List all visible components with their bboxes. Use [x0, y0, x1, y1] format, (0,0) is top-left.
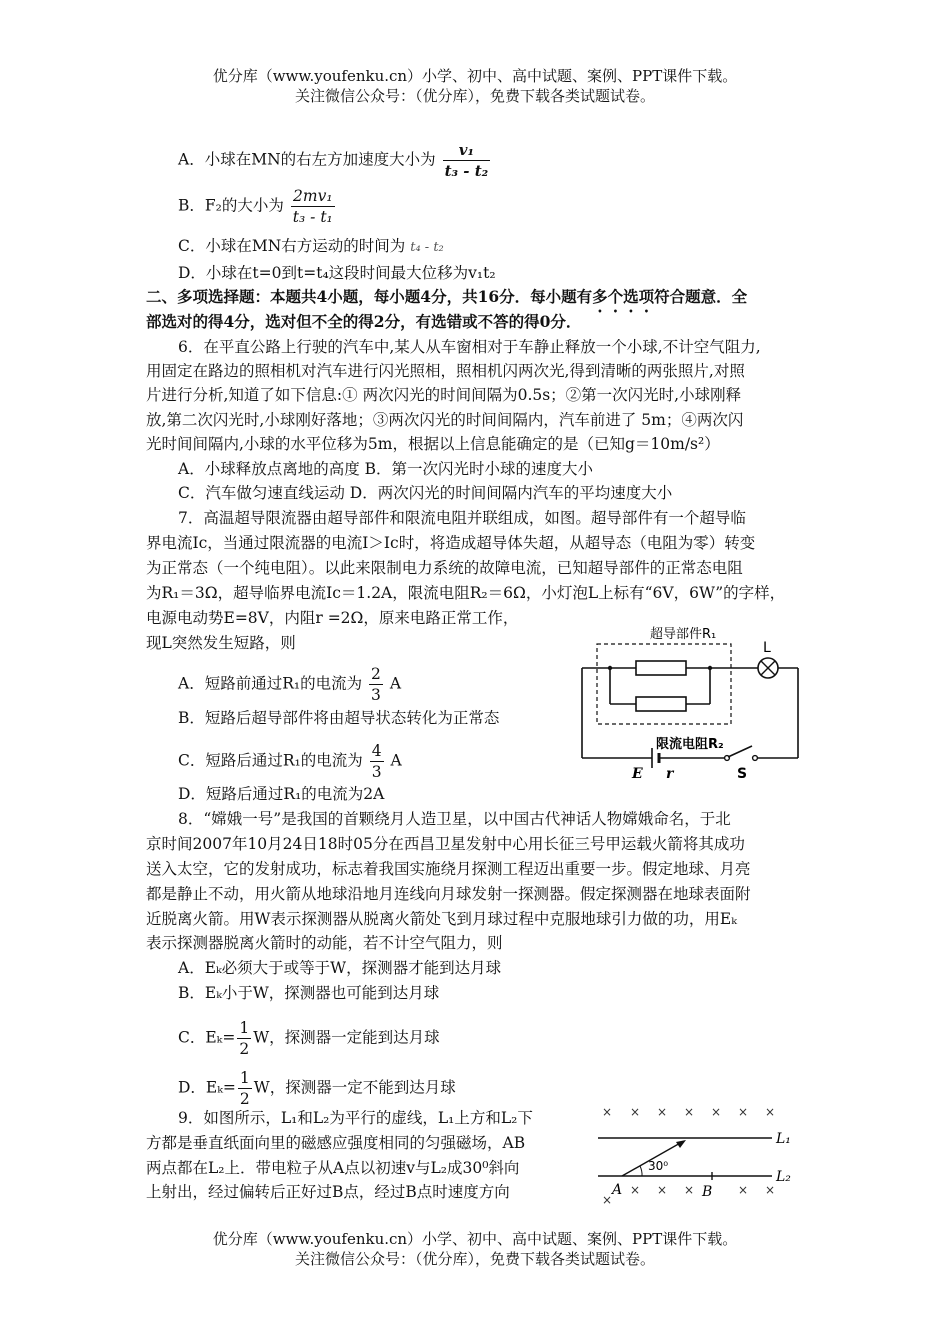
cross-mark: ×	[738, 1105, 749, 1119]
lamp-label: L	[763, 640, 771, 656]
q8-option-c	[178, 1018, 440, 1059]
q8-option-d-num: 1	[239, 1069, 250, 1087]
switch-label: S	[737, 766, 748, 780]
cross-mark: ×	[684, 1183, 695, 1197]
q8-option-d-den: 2	[239, 1090, 250, 1108]
q9-line-4: 上射出，经过偏转后正好过B点，经过B点时速度方向	[146, 1183, 510, 1201]
q6-line-4: 放,第二次闪光时,小球刚好落地；③两次闪光的时间间隔内，汽车前进了 5m；④两次闪	[146, 411, 744, 429]
q7-option-a-num: 2	[371, 665, 381, 683]
section2-line-1a: 二、多项选择题：本题共4小题，每小题4分，共16分．每小题有	[146, 287, 593, 306]
q6-options-cd: C．汽车做匀速直线运动 D．两次闪光的时间间隔内汽车的平均速度大小	[178, 484, 673, 502]
q8-option-c-num: 1	[239, 1019, 250, 1037]
limiter-label: 限流电阻R₂	[656, 737, 724, 752]
q5-option-c-expr: t₄ - t₂	[410, 240, 444, 255]
q9-magnetic-field-figure	[590, 1100, 810, 1210]
q5-option-d: D．小球在t=0到t=t₄这段时间最大位移为v₁t₂	[178, 264, 496, 282]
q9-line-3: 两点都在L₂上．带电粒子从A点以初速v与L₂成30⁰斜向	[146, 1159, 520, 1177]
q7-option-a-den: 3	[371, 686, 381, 704]
q5-option-a-num: v₁	[443, 140, 491, 161]
section2-line-1c: 符合题意．全	[654, 287, 748, 306]
q6-line-1: 6．在平直公路上行驶的汽车中,某人从车窗相对于车静止释放一个小球,不计空气阻力,	[178, 338, 761, 356]
footer-line-2: 关注微信公众号：（优分库），免费下载各类试题试卷。	[294, 1250, 655, 1268]
q7-option-a	[178, 664, 401, 705]
header-line-1: 优分库（www.youfenku.cn）小学、初中、高中试题、案例、PPT课件下载。	[212, 67, 738, 85]
lower-field-crosses	[602, 1183, 775, 1207]
q8-option-c-fraction	[237, 1018, 251, 1059]
internal-r-label: r	[666, 766, 674, 780]
q8-option-c-den: 2	[239, 1040, 250, 1058]
switch-contact	[753, 756, 758, 761]
q5-option-c-text: C．小球在MN右方运动的时间为	[178, 237, 406, 255]
superconductor-dashed-box	[597, 644, 731, 724]
resistor-top	[636, 661, 686, 675]
q7-option-a-unit: A	[389, 674, 402, 693]
q8-option-d-fraction	[238, 1068, 252, 1109]
cross-mark: ×	[738, 1183, 749, 1197]
q8-option-a: A．Eₖ必须大于或等于W，探测器才能到达月球	[178, 959, 502, 977]
q7-option-c-den: 3	[371, 763, 382, 781]
cross-mark: ×	[711, 1105, 722, 1119]
q7-option-c-num: 4	[371, 742, 382, 760]
q9-line-2: 方都是垂直纸面向里的磁感应强度相同的匀强磁场，AB	[146, 1134, 526, 1152]
q5-option-b	[178, 186, 337, 227]
node-right	[708, 666, 712, 670]
cross-mark: ×	[630, 1105, 641, 1119]
q8-option-b: B．Eₖ小于W，探测器也可能到达月球	[178, 984, 440, 1002]
point-a-label: A	[612, 1182, 623, 1198]
q7-line-4: 为R₁＝3Ω，超导临界电流Ic＝1.2A，限流电阻R₂＝6Ω，小灯泡L上标有“6V，6W”的字样，	[146, 584, 786, 602]
q7-circuit-figure	[570, 620, 810, 780]
q7-option-a-fraction	[369, 664, 383, 705]
node-left	[608, 666, 612, 670]
q5-option-b-den: t₃ - t₁	[292, 208, 333, 226]
q7-line-3: 为正常态（一个纯电阻）。以此来限制电力系统的故障电流，已知超导部件的正常态电阻	[146, 559, 743, 577]
cross-mark: ×	[765, 1105, 776, 1119]
q6-options-ab: A．小球释放点离地的高度 B．第一次闪光时小球的速度大小	[178, 460, 594, 478]
cross-mark: ×	[602, 1193, 613, 1207]
section2-line-2: 部选对的得4分，选对但不全的得2分，有选错或不答的得0分．	[146, 312, 582, 331]
superconductor-label: 超导部件R₁	[650, 627, 717, 642]
q5-option-b-text: B．F₂的大小为	[178, 196, 284, 215]
q5-option-c	[178, 235, 444, 259]
q8-line-2: 京时间2007年10月24日18时05分在西昌卫星发射中心用长征三号甲运载火箭将其成功	[146, 835, 745, 853]
q7-option-c-unit: A	[390, 751, 402, 770]
q7-option-b: B．短路后超导部件将由超导状态转化为正常态	[178, 709, 500, 727]
cross-mark: ×	[765, 1183, 776, 1197]
q5-option-a-fraction	[443, 140, 491, 181]
header-line-2: 关注微信公众号：（优分库），免费下载各类试题试卷。	[294, 87, 655, 105]
q7-line-6: 现L突然发生短路，则	[146, 634, 296, 652]
q8-option-d-pre: D．Eₖ=	[178, 1078, 236, 1097]
q8-option-d	[178, 1068, 456, 1109]
q8-option-c-pre: C．Eₖ=	[178, 1028, 236, 1047]
q5-option-b-fraction	[291, 186, 335, 227]
point-b-label: B	[702, 1184, 713, 1200]
q7-option-c	[178, 741, 402, 782]
cross-mark: ×	[630, 1183, 641, 1197]
q7-option-c-text: C．短路后通过R₁的电流为	[178, 751, 363, 770]
cross-mark: ×	[657, 1183, 668, 1197]
l2-label: L₂	[776, 1169, 791, 1185]
q5-option-a	[178, 140, 492, 181]
q8-line-1: 8．“嫦娥一号”是我国的首颗绕月人造卫星，以中国古代神话人物嫦娥命名，于北	[178, 810, 731, 828]
footer-line-1: 优分库（www.youfenku.cn）小学、初中、高中试题、案例、PPT课件下载。	[212, 1230, 738, 1248]
q8-option-c-post: W，探测器一定能到达月球	[253, 1028, 440, 1047]
cross-mark: ×	[684, 1105, 695, 1119]
velocity-arrowhead	[676, 1140, 686, 1148]
q7-option-a-text: A．短路前通过R₁的电流为	[178, 674, 363, 693]
q8-option-d-post: W，探测器一定不能到达月球	[253, 1078, 456, 1097]
emf-label: E	[632, 766, 643, 780]
q7-line-5: 电源电动势E=8V，内阻r =2Ω，原来电路正常工作，	[146, 609, 519, 627]
q5-option-a-den: t₃ - t₂	[444, 162, 489, 180]
q5-option-b-num: 2mv₁	[291, 186, 335, 207]
q6-line-3: 片进行分析,知道了如下信息:① 两次闪光的时间间隔为0.5s；②第一次闪光时,小球刚释	[146, 386, 742, 404]
q9-line-1: 9．如图所示，L₁和L₂为平行的虚线，L₁上方和L₂下	[178, 1109, 533, 1127]
q6-line-2: 用固定在路边的照相机对汽车进行闪光照相，照相机闪两次光,得到清晰的两张照片,对照	[146, 362, 745, 380]
resistor-bottom	[636, 697, 686, 711]
q7-option-d: D．短路后通过R₁的电流为2A	[178, 785, 385, 803]
cross-mark: ×	[657, 1105, 668, 1119]
q8-line-6: 表示探测器脱离火箭时的动能，若不计空气阻力，则	[146, 934, 503, 952]
upper-field-crosses	[602, 1105, 775, 1119]
l1-label: L₁	[776, 1131, 791, 1147]
cross-mark: ×	[602, 1105, 613, 1119]
angle-arc	[640, 1166, 642, 1176]
angle-label: 30⁰	[648, 1159, 669, 1173]
q6-line-5: 光时间间隔内,小球的水平位移为5m，根据以上信息能确定的是（已知g＝10m/s²）	[146, 435, 720, 453]
q8-line-4: 都是静止不动，用火箭从地球沿地月连线向月球发射一探测器。假定探测器在地球表面附	[146, 885, 751, 903]
switch-blade	[728, 746, 752, 757]
q8-line-3: 送入太空，它的发射成功，标志着我国实施绕月探测工程迈出重要一步。假定地球、月亮	[146, 860, 751, 878]
q7-line-2: 界电流Ic，当通过限流器的电流I＞Ic时，将造成超导体失超，从超导态（电阻为零）转变	[146, 534, 756, 552]
q5-option-a-text: A．小球在MN的右左方加速度大小为	[178, 150, 436, 169]
q7-line-1: 7．高温超导限流器由超导部件和限流电阻并联组成，如图。超导部件有一个超导临	[178, 509, 746, 527]
q8-line-5: 近脱离火箭。用W表示探测器从脱离火箭处飞到月球过程中克服地球引力做的功，用Eₖ	[146, 910, 737, 928]
section2-emphasis: 多个选项	[592, 287, 655, 306]
q7-option-c-fraction	[370, 741, 384, 782]
